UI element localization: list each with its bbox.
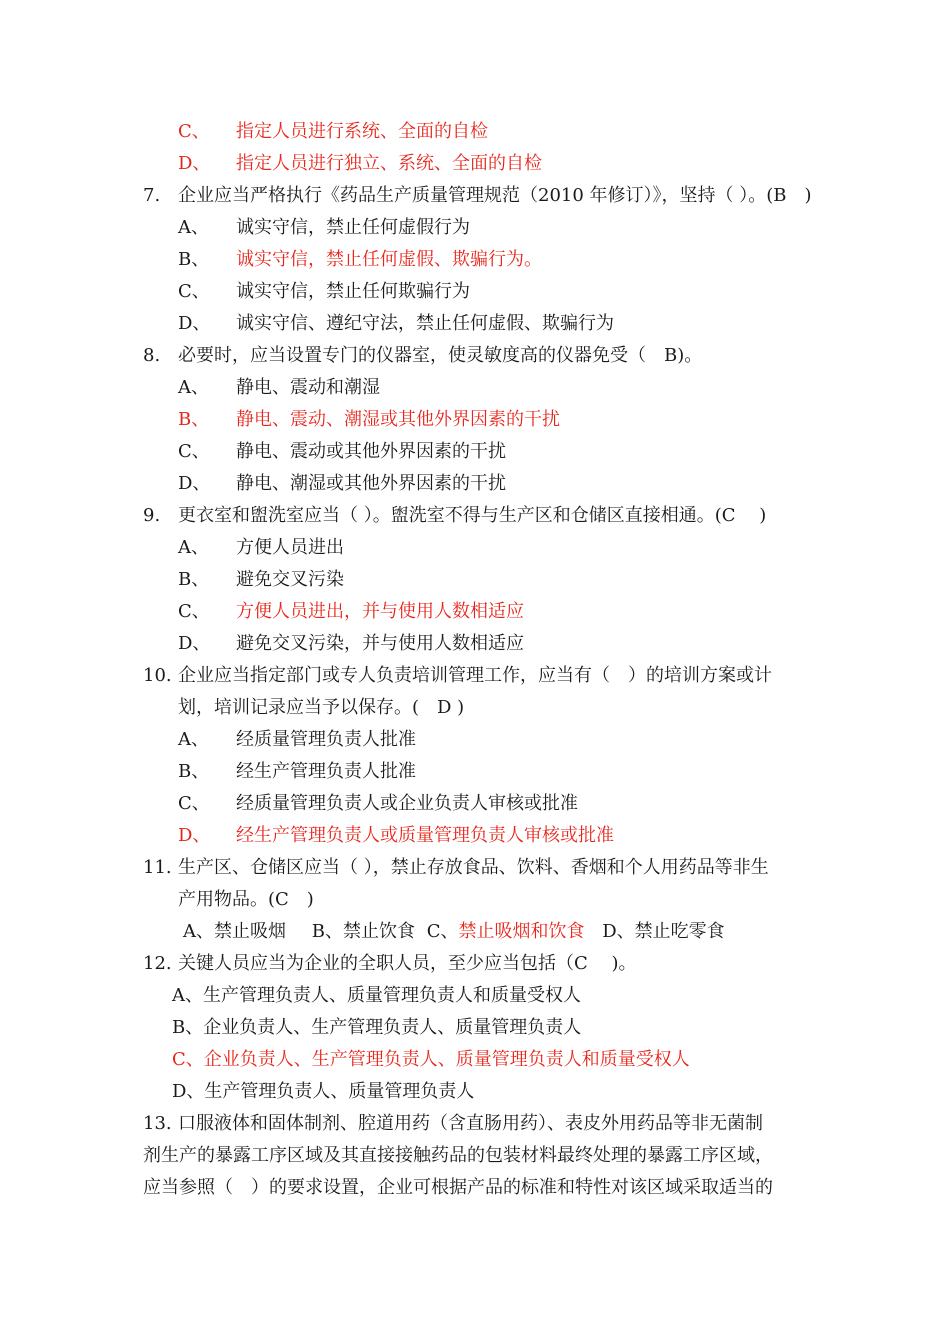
question-text: 口服液体和固体制剂、腔道用药（含直肠用药）、表皮外用药品等非无菌制	[178, 1113, 763, 1134]
option-text: D、生产管理负责人、质量管理负责人	[172, 1081, 475, 1102]
question-text: 企业应当严格执行《药品生产质量管理规范（2010 年修订）》，坚持（ ）。(B )	[178, 185, 812, 206]
q11-options-row	[183, 920, 725, 944]
option-text: 诚实守信，禁止任何欺骗行为	[236, 281, 470, 302]
q11-stem-line2	[178, 888, 314, 912]
option-text: B、企业负责人、生产管理负责人、质量管理负责人	[172, 1017, 582, 1038]
q9-option-d	[178, 632, 524, 656]
option-label: A、	[178, 217, 209, 238]
q10-stem-line2	[178, 696, 464, 720]
question-text: 关键人员应当为企业的全职人员，至少应当包括（C )。	[178, 953, 637, 974]
question-text: 产用物品。(C )	[178, 889, 314, 910]
option-label: D、	[178, 153, 211, 174]
q7-option-b	[178, 248, 542, 272]
question-number: 10.	[143, 665, 172, 686]
q7-option-d	[178, 312, 614, 336]
option-label: B、	[178, 409, 210, 430]
q12-option-c	[172, 1048, 690, 1072]
option-text: 静电、震动、潮湿或其他外界因素的干扰	[236, 409, 560, 430]
option-label: C、	[178, 121, 210, 142]
q12-stem	[143, 952, 637, 976]
option-label: C、	[178, 281, 210, 302]
q13-stem-line2	[143, 1144, 773, 1168]
option-label: C、	[178, 441, 210, 462]
option-label: D、	[178, 313, 211, 334]
q8-option-b	[178, 408, 560, 432]
q7-stem	[143, 184, 812, 208]
question-number: 8.	[143, 345, 161, 366]
option-label: D、	[178, 473, 211, 494]
q9-option-b	[178, 568, 344, 592]
option-label: D、	[178, 825, 211, 846]
option-text: 方便人员进出	[236, 537, 344, 558]
option-text: 诚实守信，禁止任何虚假行为	[236, 217, 470, 238]
option-text: C、企业负责人、生产管理负责人、质量管理负责人和质量受权人	[172, 1049, 690, 1070]
q10-stem	[143, 664, 772, 688]
q11-option-a: A、禁止吸烟	[183, 921, 286, 942]
q11-option-d: D、禁止吃零食	[602, 921, 725, 942]
option-text: 静电、潮湿或其他外界因素的干扰	[236, 473, 506, 494]
option-text: A、生产管理负责人、质量管理负责人和质量受权人	[172, 985, 581, 1006]
question-text: 应当参照（ ）的要求设置，企业可根据产品的标准和特性对该区域采取适当的	[143, 1177, 773, 1198]
option-text: 诚实守信、遵纪守法，禁止任何虚假、欺骗行为	[236, 313, 614, 334]
option-text: 经质量管理负责人或企业负责人审核或批准	[236, 793, 578, 814]
option-text: 经质量管理负责人批准	[236, 729, 416, 750]
q8-option-d	[178, 472, 506, 496]
option-text: 经生产管理负责人批准	[236, 761, 416, 782]
option-label: A、	[178, 377, 209, 398]
q10-option-c	[178, 792, 578, 816]
option-text: 指定人员进行系统、全面的自检	[236, 121, 488, 142]
q6-option-d	[178, 152, 542, 176]
question-text: 更衣室和盥洗室应当（ ）。盥洗室不得与生产区和仓储区直接相通。(C )	[178, 505, 767, 526]
q11-option-c-text: 禁止吸烟和饮食	[458, 921, 585, 942]
question-number: 13.	[143, 1113, 172, 1134]
option-label: A、	[178, 729, 209, 750]
question-text: 必要时，应当设置专门的仪器室，使灵敏度高的仪器免受（ B)。	[178, 345, 703, 366]
q6-option-c	[178, 120, 488, 144]
q8-stem	[143, 344, 702, 368]
option-label: B、	[178, 761, 210, 782]
question-number: 12.	[143, 953, 172, 974]
question-text: 剂生产的暴露工序区域及其直接接触药品的包装材料最终处理的暴露工序区域，	[143, 1145, 773, 1166]
option-label: C、	[178, 601, 210, 622]
question-text: 生产区、仓储区应当（ ），禁止存放食品、饮料、香烟和个人用药品等非生	[178, 857, 769, 878]
q11-option-b: B、禁止饮食	[311, 921, 415, 942]
option-label: A、	[178, 537, 209, 558]
option-label: D、	[178, 633, 211, 654]
option-text: 诚实守信，禁止任何虚假、欺骗行为。	[236, 249, 542, 270]
option-label: B、	[178, 569, 210, 590]
q12-option-d	[172, 1080, 474, 1104]
option-text: 静电、震动和潮湿	[236, 377, 380, 398]
option-label: C、	[178, 793, 210, 814]
q9-stem	[143, 504, 766, 528]
q11-option-c-label: C、	[426, 921, 459, 942]
q7-option-c	[178, 280, 470, 304]
option-text: 避免交叉污染	[236, 569, 344, 590]
q7-option-a	[178, 216, 470, 240]
option-text: 方便人员进出，并与使用人数相适应	[236, 601, 524, 622]
option-text: 经生产管理负责人或质量管理负责人审核或批准	[236, 825, 614, 846]
q13-stem	[143, 1112, 763, 1136]
q10-option-b	[178, 760, 416, 784]
q8-option-c	[178, 440, 506, 464]
q13-stem-line3	[143, 1176, 773, 1200]
q8-option-a	[178, 376, 380, 400]
option-label: B、	[178, 249, 210, 270]
q10-option-a	[178, 728, 416, 752]
question-number: 9.	[143, 505, 161, 526]
q11-stem	[143, 856, 769, 880]
option-text: 静电、震动或其他外界因素的干扰	[236, 441, 506, 462]
q10-option-d	[178, 824, 614, 848]
q12-option-b	[172, 1016, 581, 1040]
question-text: 划，培训记录应当予以保存。( D )	[178, 697, 465, 718]
q9-option-c	[178, 600, 524, 624]
question-number: 7.	[143, 185, 161, 206]
question-text: 企业应当指定部门或专人负责培训管理工作，应当有（ ）的培训方案或计	[178, 665, 772, 686]
option-text: 避免交叉污染，并与使用人数相适应	[236, 633, 524, 654]
q9-option-a	[178, 536, 344, 560]
question-number: 11.	[143, 857, 172, 878]
q12-option-a	[172, 984, 581, 1008]
option-text: 指定人员进行独立、系统、全面的自检	[236, 153, 542, 174]
